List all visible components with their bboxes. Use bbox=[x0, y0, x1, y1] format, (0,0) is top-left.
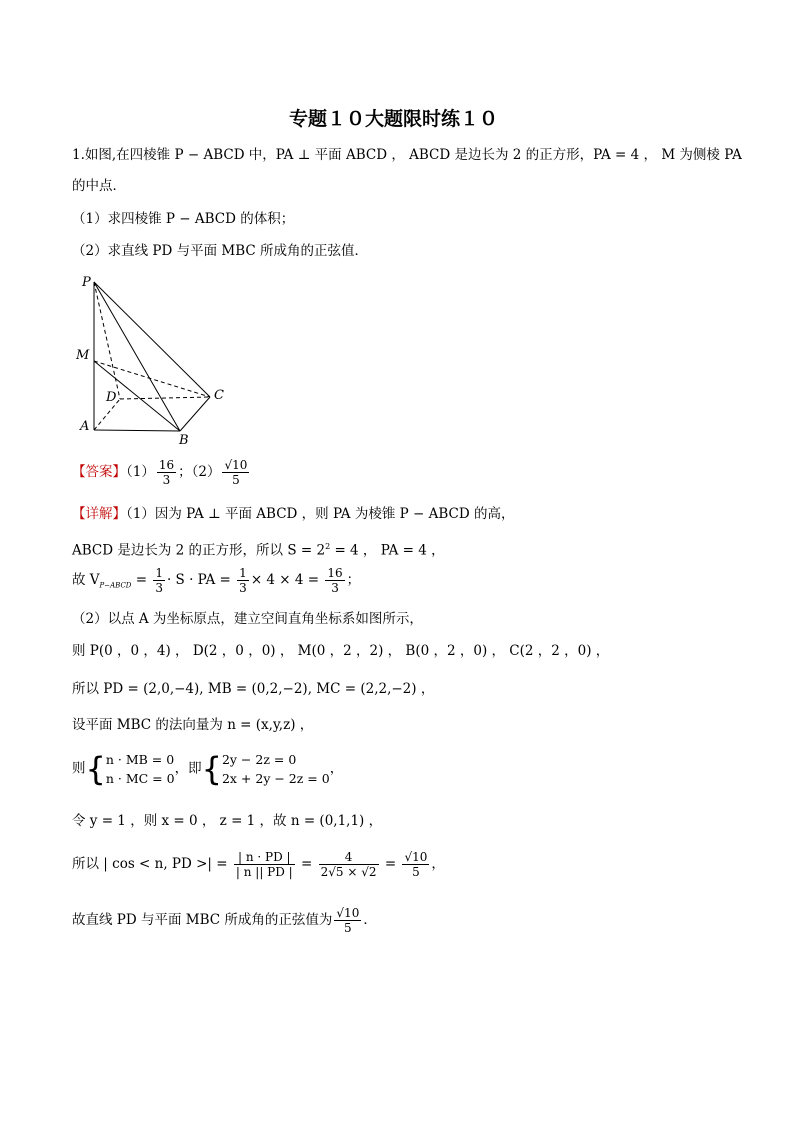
detail-line-5: 则 P(0 ，0 ，4) ， D(2 ，0 ，0) ， M(0 ，2 ，2) ， B(0 ，2 ，0) ， C(2 ，2 ，0) ， bbox=[72, 643, 610, 659]
detail-line-8-prefix: 则 bbox=[72, 760, 86, 777]
question-2: （2）求直线 PD 与平面 MBC 所成角的正弦值． bbox=[72, 243, 368, 259]
answer-separator: ；（2） bbox=[178, 464, 221, 480]
frac2-den: 3 bbox=[239, 581, 247, 595]
label-A: A bbox=[80, 419, 90, 434]
label-C: C bbox=[214, 388, 224, 403]
detail-line-10 bbox=[72, 850, 445, 879]
detail-line-3-mid2: × 4 × 4 = bbox=[250, 572, 324, 588]
detail-line-10-end: ， bbox=[431, 856, 445, 872]
detail-line-3-mid: · S · PA = bbox=[166, 572, 236, 588]
answer-tag: 【答案】 bbox=[72, 464, 126, 480]
system-2-eq1: 2y − 2z = 0 bbox=[221, 752, 297, 767]
answer-part1-denominator: 3 bbox=[162, 473, 171, 487]
final-num: √10 bbox=[336, 906, 360, 920]
frac2-num: 1 bbox=[239, 566, 247, 580]
frac-result-num: √10 bbox=[404, 850, 428, 864]
detail-line-10-frac1 bbox=[234, 850, 295, 879]
frac-4-num: 4 bbox=[319, 850, 379, 865]
question-1: （1）求四棱锥 P − ABCD 的体积； bbox=[72, 211, 295, 227]
detail-line-11-end: ． bbox=[363, 912, 377, 928]
frac-4-den: 2√5 × √2 bbox=[320, 865, 377, 879]
pyramid-figure bbox=[70, 270, 240, 450]
detail-line-10-eq2: = bbox=[380, 856, 401, 872]
problem-line-2: 的中点． bbox=[72, 178, 126, 194]
detail-line-9: 令 y = 1 ，则 x = 0 ， z = 1 ，故 n = (0,1,1) ， bbox=[72, 813, 383, 829]
detail-line-3-frac2 bbox=[237, 566, 249, 595]
detail-line-3-frac3 bbox=[325, 566, 344, 595]
answer-line bbox=[72, 458, 251, 487]
frac-cos-num: | n · PD | bbox=[234, 850, 295, 865]
edge-PB bbox=[94, 282, 180, 431]
answer-part1-label: （1） bbox=[126, 464, 155, 480]
edge-PC bbox=[94, 282, 210, 397]
frac1-num: 1 bbox=[155, 566, 163, 580]
system-1-eq2: n · MC = 0 bbox=[105, 771, 175, 786]
detail-line-2b: = 4 ， PA = 4 ， bbox=[330, 542, 445, 559]
label-B: B bbox=[179, 433, 189, 448]
frac-result-den: 5 bbox=[412, 865, 420, 879]
edge-DC-hidden bbox=[120, 397, 210, 399]
system-2 bbox=[222, 750, 330, 788]
edge-AB bbox=[94, 430, 180, 431]
detail-line-2-sup: 2 bbox=[325, 542, 331, 551]
detail-line-4: （2）以点 A 为坐标原点，建立空间直角坐标系如图所示， bbox=[72, 611, 423, 627]
detail-line-2a: ABCD 是边长为 2 的正方形，所以 S = 2 bbox=[72, 542, 326, 559]
answer-part2-denominator: 5 bbox=[232, 473, 240, 487]
detail-line-8-mid: ，即 bbox=[174, 760, 202, 777]
answer-part2-fraction bbox=[222, 458, 249, 487]
detail-line-3 bbox=[72, 566, 360, 595]
edge-PD-hidden bbox=[94, 282, 120, 399]
left-brace-icon: { bbox=[201, 750, 222, 788]
detail-line-8-end: ， bbox=[329, 760, 344, 777]
detail-line-3-frac1 bbox=[153, 566, 165, 595]
system-1-eq1: n · MB = 0 bbox=[105, 752, 175, 767]
label-M: M bbox=[76, 348, 90, 363]
problem-line-1: 1.如图,在四棱锥 P − ABCD 中，PA ⊥ 平面 ABCD ， ABCD 是边长为 2 的正方形，PA = 4 ， M 为侧棱 PA bbox=[72, 147, 742, 163]
answer-part2-numerator: √10 bbox=[224, 458, 248, 472]
label-D: D bbox=[106, 390, 117, 405]
answer-part1-fraction bbox=[157, 458, 176, 487]
detail-line-10-frac3 bbox=[402, 850, 429, 879]
detail-line-11-prefix: 故直线 PD 与平面 MBC 所成角的正弦值为 bbox=[72, 912, 333, 928]
detail-line-3-sub: P−ABCD bbox=[99, 581, 132, 590]
edge-BC bbox=[180, 397, 210, 431]
detail-line-1-text: （1）因为 PA ⊥ 平面 ABCD ，则 PA 为棱锥 P − ABCD 的高， bbox=[126, 506, 515, 522]
detail-line-10-frac2 bbox=[319, 850, 379, 879]
frac1-den: 3 bbox=[155, 581, 163, 595]
left-brace-icon: { bbox=[85, 750, 106, 788]
detail-line-3-eq: = bbox=[131, 572, 152, 588]
system-2-eq2: 2x + 2y − 2z = 0 bbox=[221, 771, 330, 786]
frac-cos-den: | n || PD | bbox=[235, 865, 293, 879]
frac3-den: 3 bbox=[331, 581, 339, 595]
detail-line-3-end: ； bbox=[346, 572, 361, 588]
label-P: P bbox=[82, 275, 91, 290]
detail-line-10-prefix: 所以 | cos < n, PD >| = bbox=[72, 856, 232, 872]
page-title: 专题１０大题限时练１０ bbox=[289, 108, 499, 130]
system-1 bbox=[106, 750, 175, 788]
detail-line-1 bbox=[72, 505, 514, 523]
detail-line-11-frac bbox=[334, 906, 361, 935]
detail-line-6: 所以 PD = (2,0,−4), MB = (0,2,−2), MC = (2,2,−2) ， bbox=[72, 681, 435, 697]
detail-line-2 bbox=[72, 538, 445, 560]
detail-line-11 bbox=[72, 906, 377, 935]
answer-part1-numerator: 16 bbox=[158, 458, 175, 472]
detail-line-7: 设平面 MBC 的法向量为 n = (x,y,z) ， bbox=[72, 717, 314, 733]
frac3-num: 16 bbox=[327, 566, 343, 580]
final-den: 5 bbox=[344, 921, 352, 935]
detail-line-8 bbox=[72, 750, 343, 788]
detail-line-10-eq: = bbox=[296, 856, 317, 872]
detail-line-3-prefix: 故 V bbox=[72, 572, 100, 588]
detail-tag: 【详解】 bbox=[72, 506, 126, 522]
